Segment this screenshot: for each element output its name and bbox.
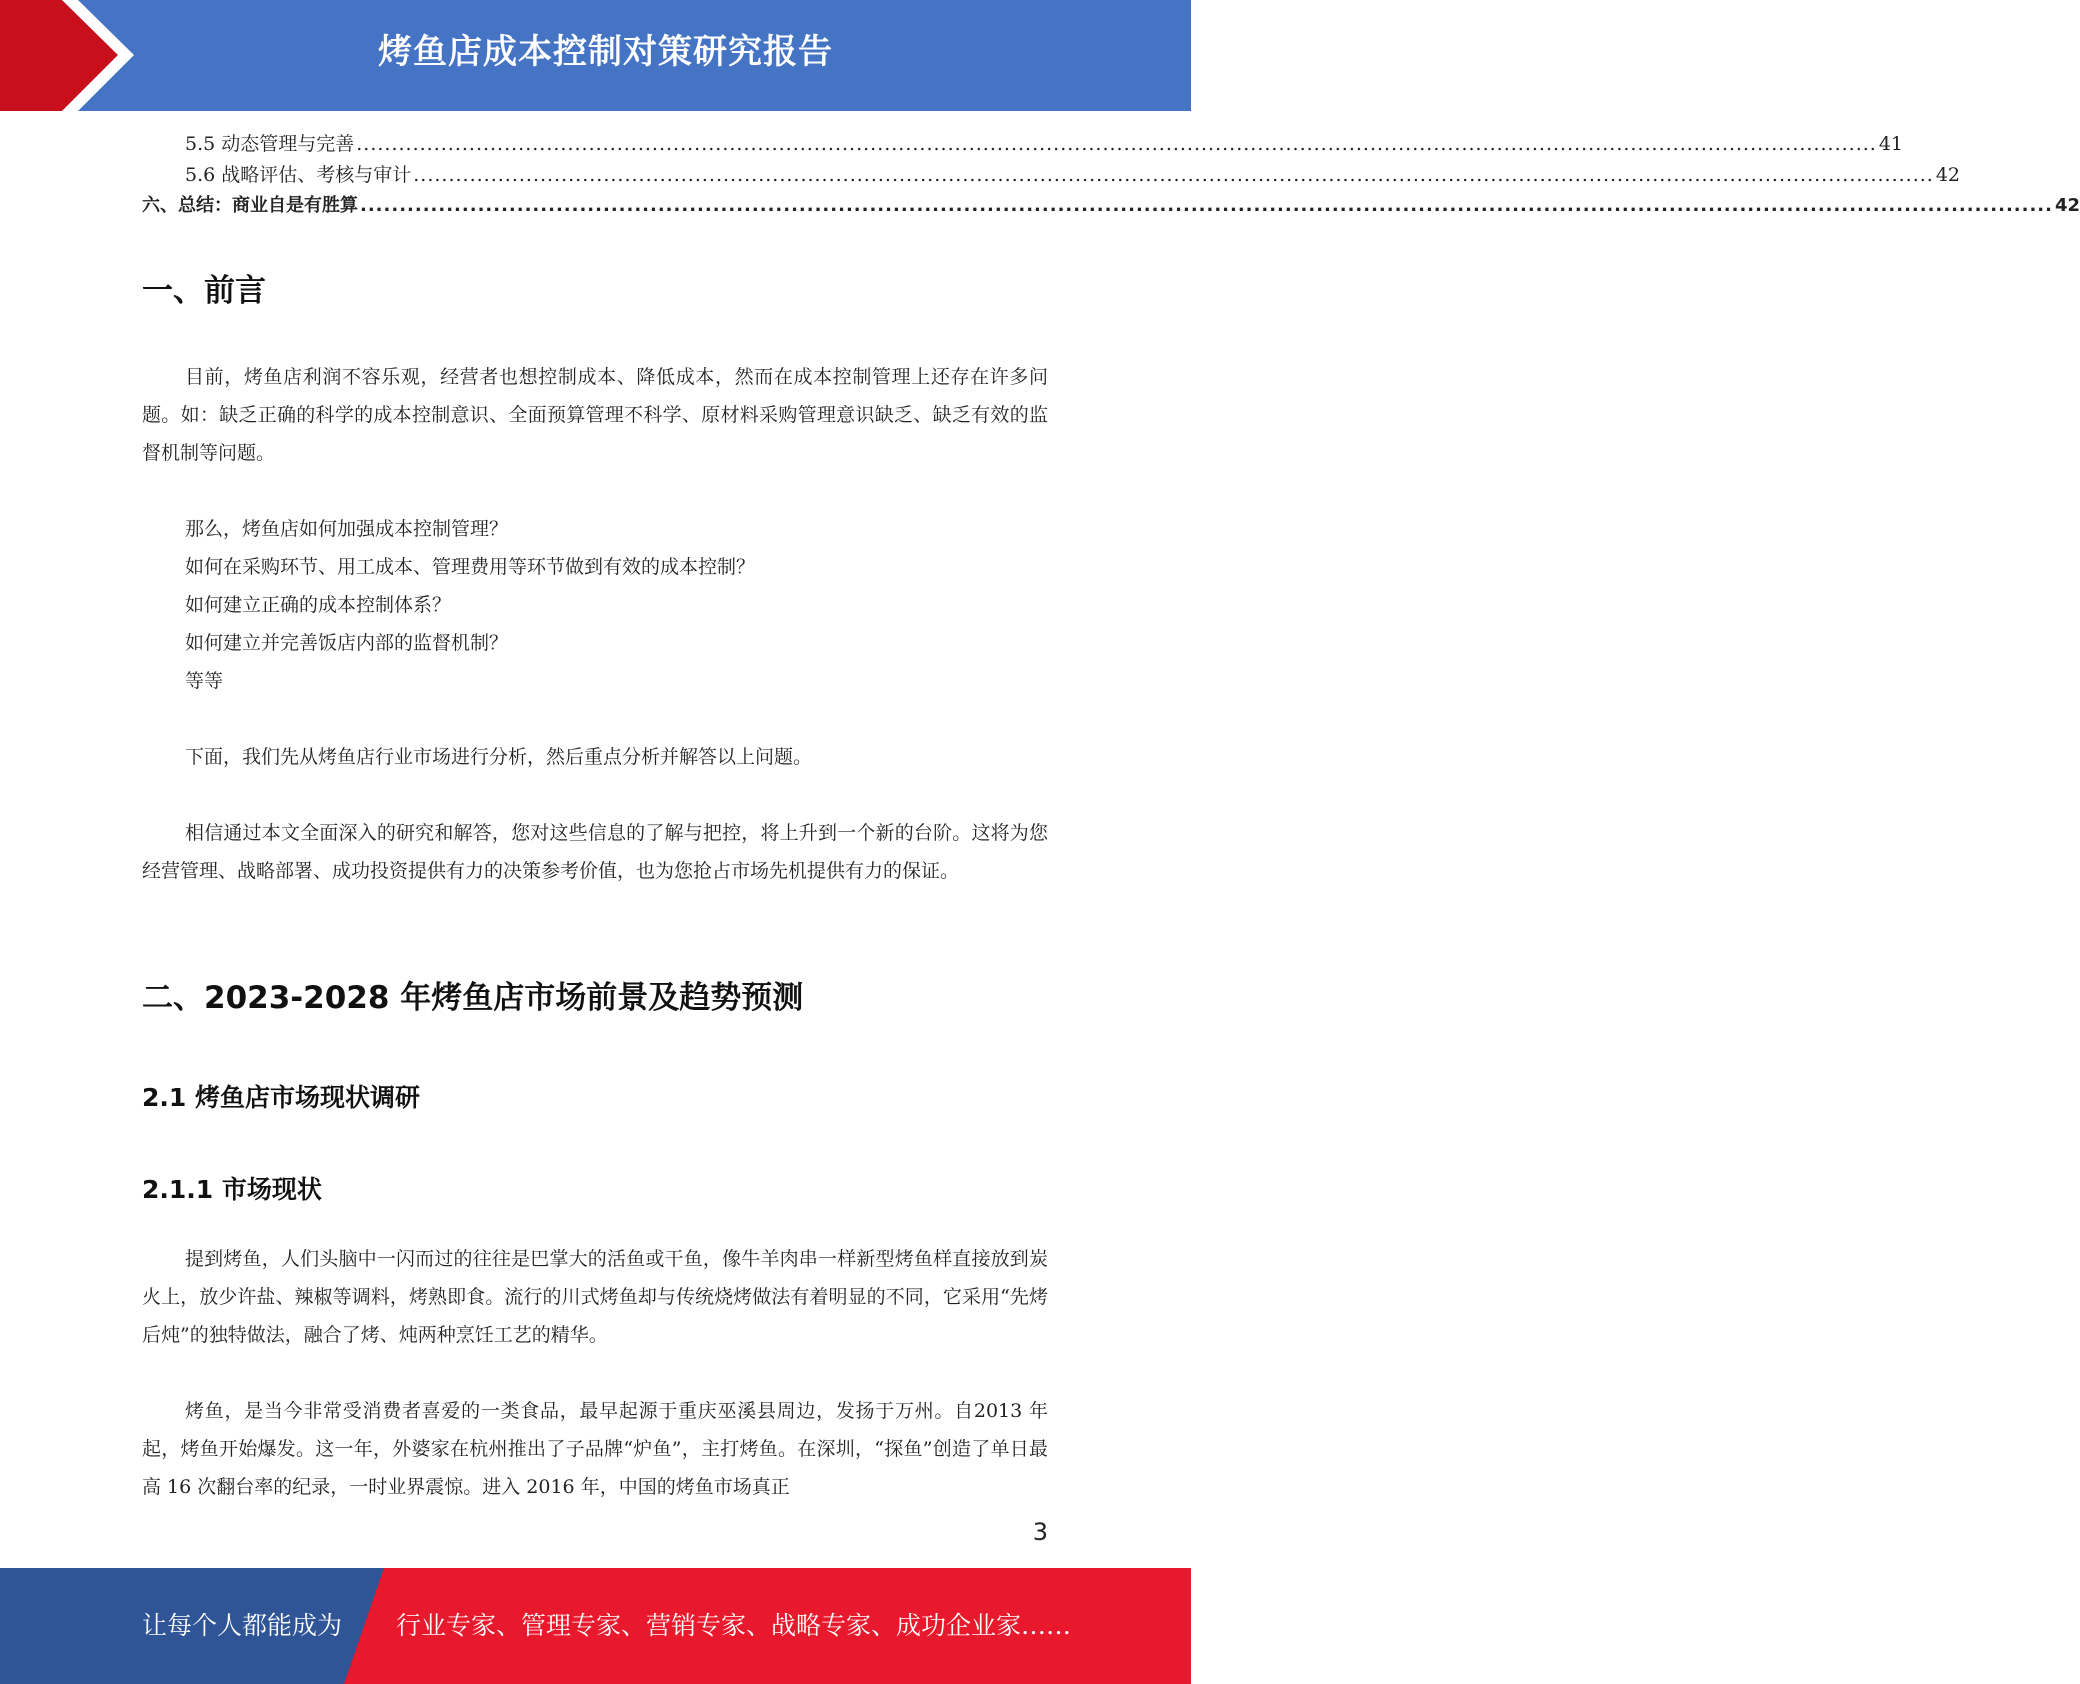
preface-intro-paragraph: 目前，烤鱼店利润不容乐观，经营者也想控制成本、降低成本，然而在成本控制管理上还存在许多问题。如：缺乏正确的科学的成本控制意识、全面预算管理不科学、原材料采购管理意识缺乏、缺乏有效的监督机制等问题。 — [142, 366, 1048, 464]
page-header — [0, 0, 1191, 111]
toc-leader-dots: ........................................................................................................................................................................................................................ — [356, 133, 1877, 155]
question-line: 那么，烤鱼店如何加强成本控制管理？ — [185, 518, 509, 540]
footer-slogan-right: 行业专家、管理专家、营销专家、战略专家、成功企业家…… — [396, 1611, 1072, 1640]
question-line: 如何建立并完善饭店内部的监督机制？ — [185, 632, 509, 654]
toc-entry-title: 六、总结：商业自是有胜算 — [142, 195, 358, 216]
question-line: 等等 — [185, 670, 224, 692]
subsection-heading-2-1: 2.1 烤鱼店市场现状调研 — [142, 1083, 420, 1112]
market-status-paragraph-1: 提到烤鱼，人们头脑中一闪而过的往往是巴掌大的活鱼或干鱼，像牛羊肉串一样新型烤鱼样直接放到炭火上，放少许盐、辣椒等调料，烤熟即食。流行的川式烤鱼却与传统烧烤做法有着明显的不同，它采用“先烤后炖”的独特做法，融合了烤、炖两种烹饪工艺的精华。 — [142, 1248, 1048, 1346]
preface-next-paragraph: 下面，我们先从烤鱼店行业市场进行分析，然后重点分析并解答以上问题。 — [185, 746, 813, 768]
footer-slogan-left: 让每个人都能成为 — [142, 1611, 343, 1640]
toc-entry-title: 5.5 动态管理与完善 — [185, 133, 355, 155]
page-number: 3 — [1032, 1518, 1048, 1546]
section-heading-market-outlook: 二、2023-2028 年烤鱼店市场前景及趋势预测 — [142, 980, 804, 1016]
market-status-paragraph-2: 烤鱼，是当今非常受消费者喜爱的一类食品，最早起源于重庆巫溪县周边，发扬于万州。自2013 年起，烤鱼开始爆发。这一年，外婆家在杭州推出了子品牌“炉鱼”，主打烤鱼。在深圳，“探鱼”创造了单日最高 16 次翻台率的纪录，一时业界震惊。进入 2016 年，中国的烤鱼市场真正 — [142, 1400, 1048, 1498]
question-line: 如何建立正确的成本控制体系？ — [185, 594, 452, 616]
preface-belief-paragraph: 相信通过本文全面深入的研究和解答，您对这些信息的了解与把控，将上升到一个新的台阶。这将为您经营管理、战略部署、成功投资提供有力的决策参考价值，也为您抢占市场先机提供有力的保证。 — [142, 822, 1048, 882]
question-line: 如何在采购环节、用工成本、管理费用等环节做到有效的成本控制？ — [185, 556, 756, 578]
toc-entry-page: 41 — [1878, 133, 1903, 155]
toc-entry-page: 42 — [2054, 195, 2080, 216]
subsection-heading-2-1-1: 2.1.1 市场现状 — [142, 1175, 322, 1204]
toc-entry-5-6[interactable] — [185, 162, 1960, 188]
section-heading-preface: 一、前言 — [142, 273, 266, 309]
toc-entry-5-5[interactable] — [185, 131, 1903, 157]
toc-entry-page: 42 — [1935, 164, 1960, 186]
toc-leader-dots: ........................................................................................................................................................................................................................ — [360, 195, 2053, 216]
toc-leader-dots: ........................................................................................................................................................................................................................ — [413, 164, 1934, 186]
page-footer — [0, 1568, 1191, 1684]
report-title: 烤鱼店成本控制对策研究报告 — [378, 32, 833, 72]
toc-entry-title: 5.6 战略评估、考核与审计 — [185, 164, 412, 186]
toc-entry-6[interactable] — [142, 193, 2080, 219]
